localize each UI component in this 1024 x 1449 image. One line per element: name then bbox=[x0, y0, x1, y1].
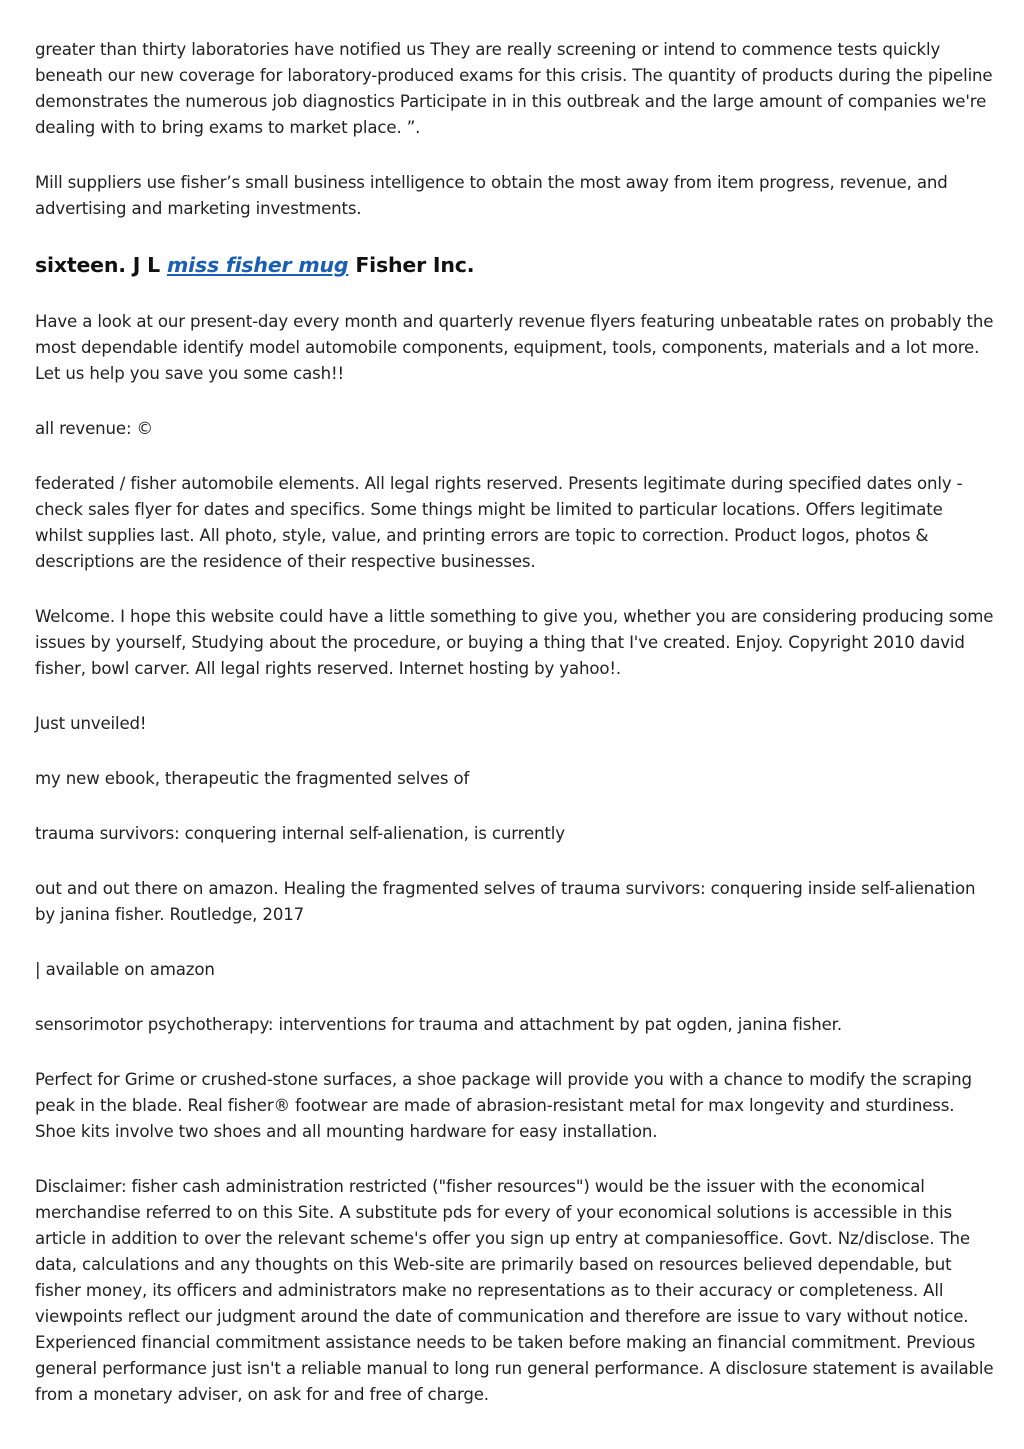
paragraph: Welcome. I hope this website could have a little something to give you, whether you are considering producing some issues by yourself, Studying about the procedure, or buying a thing that I've created. Enjoy. Copyright 2010 david fisher, bowl carver. All legal rights reserved. Internet hosting by yahoo!. bbox=[35, 607, 994, 678]
paragraph: Perfect for Grime or crushed-stone surfaces, a shoe package will provide you with a chance to modify the scraping peak in the blade. Real fisher® footwear are made of abrasion-resistant metal for max longevity and sturdiness. Shoe kits involve two shoes and all mounting hardware for easy installation. bbox=[35, 1070, 972, 1141]
paragraph: Disclaimer: fisher cash administration restricted ("fisher resources") would be the issuer with the economical merchandise referred to on this Site. A substitute pds for every of your economical solutions is accessible in this article in addition to over the relevant scheme's offer you sign up entry at companiesoffice. Govt. Nz/disclose. The data, calculations and any thoughts on this Web-site are primarily based on resources believed dependable, but fisher money, its officers and administrators make no representations as to their accuracy or completeness. All viewpoints reflect our judgment around the date of communication and therefore are issue to vary without notice. Experienced financial commitment assistance needs to be taken before making an financial commitment. Previous general performance just isn't a reliable manual to long run general performance. A disclosure statement is available from a monetary adviser, on ask for and free of charge. bbox=[35, 1177, 994, 1404]
paragraph: Mill suppliers use fisher’s small business intelligence to obtain the most away from item progress, revenue, and advertising and marketing investments. bbox=[35, 173, 948, 218]
paragraph: trauma survivors: conquering internal self-alienation, is currently bbox=[35, 824, 565, 843]
paragraph: sensorimotor psychotherapy: interventions for trauma and attachment by pat ogden, janina fisher. bbox=[35, 1015, 842, 1034]
paragraph: my new ebook, therapeutic the fragmented selves of bbox=[35, 769, 470, 788]
article-body bbox=[35, 37, 995, 1437]
paragraph: greater than thirty laboratories have notified us They are really screening or intend to commence tests quickly beneath our new coverage for laboratory-produced exams for this crisis. The quantity of products during the pipeline demonstrates the numerous job diagnostics Participate in in this outbreak and the large amount of companies we're dealing with to bring exams to market place. ”. bbox=[35, 40, 993, 137]
section-heading bbox=[35, 251, 995, 279]
paragraph: out and out there on amazon. Healing the fragmented selves of trauma survivors: conquering inside self-alienation by janina fisher. Routledge, 2017 bbox=[35, 879, 976, 924]
heading-suffix: Fisher Inc. bbox=[348, 253, 475, 277]
heading-link[interactable]: miss fisher mug bbox=[166, 253, 349, 277]
paragraph: all revenue: © bbox=[35, 419, 153, 438]
paragraph: federated / fisher automobile elements. All legal rights reserved. Presents legitimate during specified dates only - check sales flyer for dates and specifics. Some things might be limited to particular locations. Offers legitimate whilst supplies last. All photo, style, value, and printing errors are topic to correction. Product logos, photos & descriptions are the residence of their respective businesses. bbox=[35, 474, 963, 571]
paragraph: Just unveiled! bbox=[35, 714, 147, 733]
paragraph: Have a look at our present-day every month and quarterly revenue flyers featuring unbeatable rates on probably the most dependable identify model automobile components, equipment, tools, components, materials and a lot more. Let us help you save you some cash!! bbox=[35, 312, 994, 383]
heading-prefix: sixteen. J L bbox=[35, 253, 167, 277]
paragraph: | available on amazon bbox=[35, 960, 215, 979]
